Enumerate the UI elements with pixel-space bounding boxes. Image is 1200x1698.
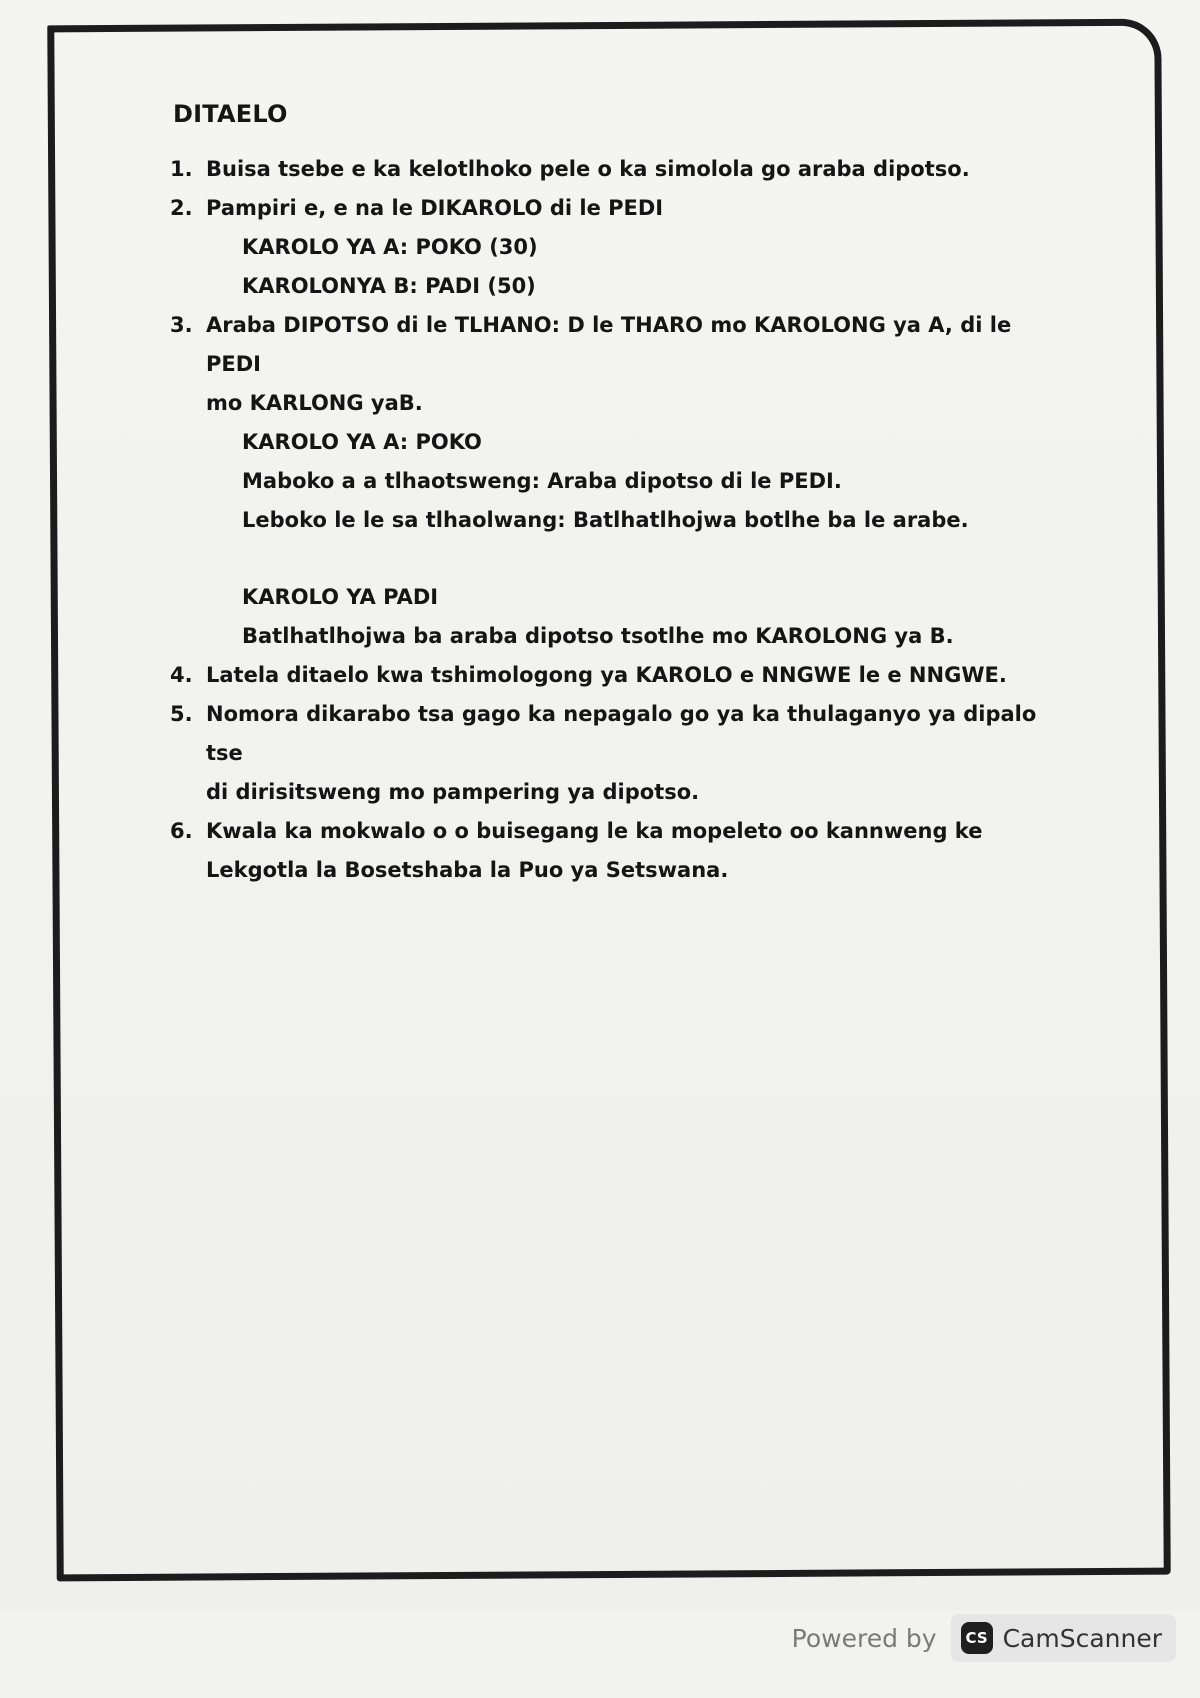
item-number: 2. <box>170 196 193 220</box>
item-text: Buisa tsebe e ka kelotlhoko pele o ka simolola go araba dipotso. <box>206 157 970 181</box>
instruction-item-1 <box>170 150 1070 189</box>
item-number: 1. <box>170 157 193 181</box>
item-number: 5. <box>170 702 193 726</box>
instruction-item-2 <box>170 189 1070 306</box>
instruction-item-3 <box>170 306 1070 656</box>
instruction-item-6 <box>170 812 1070 890</box>
section-b-line: KAROLONYA B: PADI (50) <box>242 274 536 298</box>
section-padi-heading: KAROLO YA PADI <box>242 585 439 609</box>
item-text: Araba DIPOTSO di le TLHANO: D le THARO mo KAROLONG ya A, di le PEDI <box>206 313 1012 376</box>
instructions-list <box>170 150 1070 890</box>
instructions-title: DITAELO <box>173 100 288 128</box>
instructions-section <box>170 100 1070 890</box>
item-text-continued: di dirisitsweng mo pampering ya dipotso. <box>206 780 700 804</box>
powered-by-label: Powered by <box>791 1623 937 1653</box>
camscanner-logo-icon: CS <box>961 1622 993 1654</box>
camscanner-watermark <box>792 1610 1176 1666</box>
section-a-heading: KAROLO YA A: POKO <box>242 430 482 454</box>
instruction-item-4 <box>170 656 1070 695</box>
unselected-poem-line: Leboko le le sa tlhaolwang: Batlhatlhojwa botlhe ba le arabe. <box>242 508 969 532</box>
item-text: Nomora dikarabo tsa gago ka nepagalo go ya ka thulaganyo ya dipalo tse <box>206 702 1037 765</box>
section-padi-line: Batlhatlhojwa ba araba dipotso tsotlhe mo KAROLONG ya B. <box>242 624 954 648</box>
item-text: Pampiri e, e na le DIKAROLO di le PEDI <box>206 196 664 220</box>
item-text: Latela ditaelo kwa tshimologong ya KAROLO e NNGWE le e NNGWE. <box>206 663 1007 687</box>
camscanner-badge <box>951 1614 1176 1662</box>
spacer <box>206 540 1070 578</box>
camscanner-brand: CamScanner <box>1002 1623 1162 1653</box>
instruction-item-5 <box>170 695 1070 812</box>
item-number: 3. <box>170 313 193 337</box>
item-text-continued: Lekgotla la Bosetshaba la Puo ya Setswana. <box>206 858 729 882</box>
selected-poems-line: Maboko a a tlhaotsweng: Araba dipotso di le PEDI. <box>242 469 842 493</box>
section-a-line: KAROLO YA A: POKO (30) <box>242 235 538 259</box>
item-number: 6. <box>170 819 193 843</box>
item-text: Kwala ka mokwalo o o buisegang le ka mopeleto oo kannweng ke <box>206 819 983 843</box>
item-text-continued: mo KARLONG yaB. <box>206 391 423 415</box>
item-number: 4. <box>170 663 193 687</box>
